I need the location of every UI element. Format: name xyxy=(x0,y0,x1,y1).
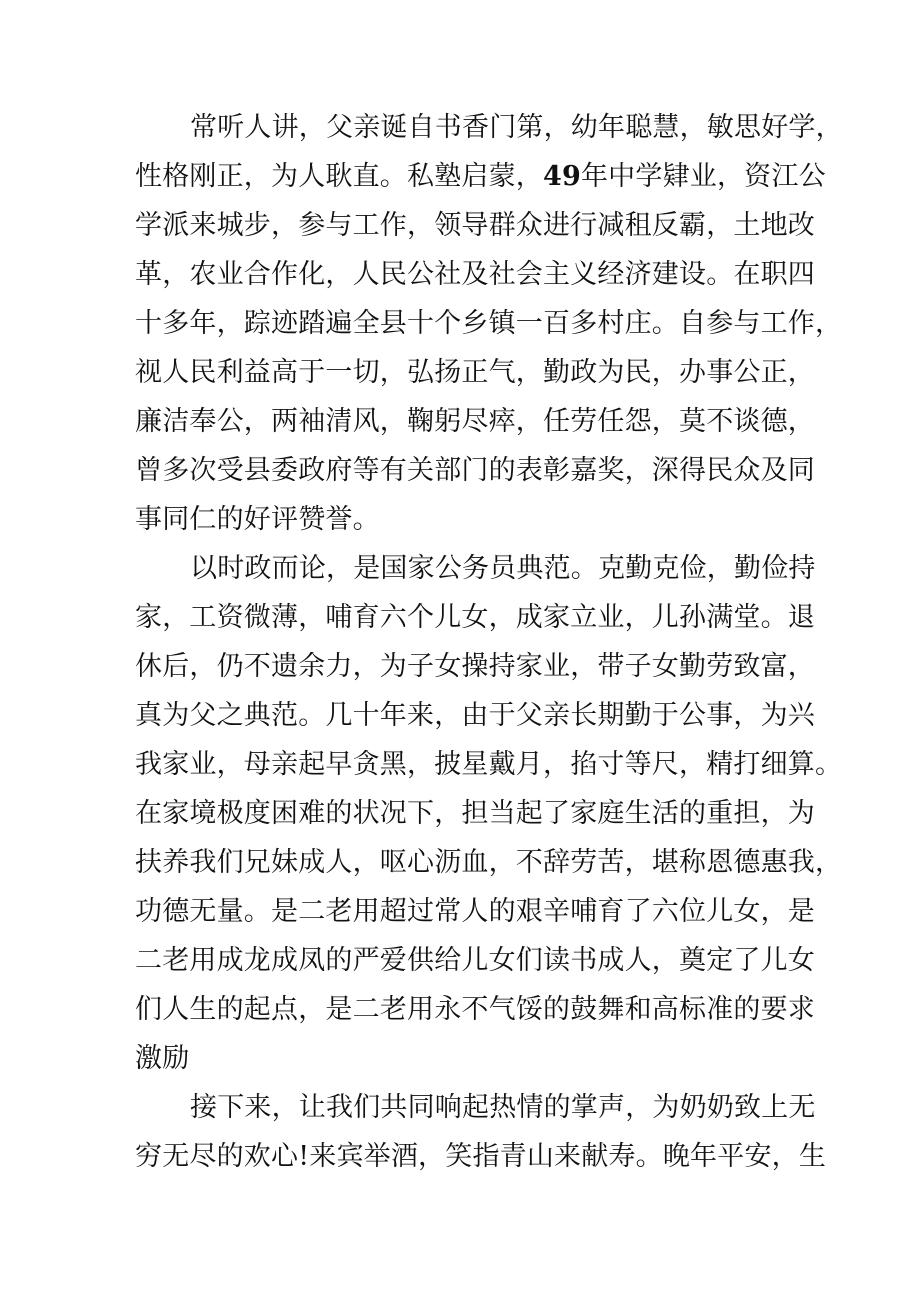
paragraph-1-line-6: 视人民利益高于一切，弘扬正气，勤政为民，办事公正， xyxy=(135,357,815,388)
paragraph-2-line-2: 家，工资微薄，哺育六个儿女，成家立业，儿孙满堂。退 xyxy=(135,602,815,633)
paragraph-1-line-8: 曾多次受县委政府等有关部门的表彰嘉奖，深得民众及同 xyxy=(135,455,815,486)
paragraph-3-line-1: 接下来，让我们共同响起热情的掌声，为奶奶致上无 xyxy=(190,1092,816,1123)
paragraph-2-line-5: 我家业，母亲起早贪黑，披星戴月，掐寸等尺，精打细算。 xyxy=(135,749,843,780)
paragraph-1-line-1: 常听人讲，父亲诞自书香门第，幼年聪慧，敏思好学， xyxy=(190,112,843,143)
paragraph-1-line-5: 十多年，踪迹踏遍全县十个乡镇一百多村庄。自参与工作， xyxy=(135,308,843,339)
paragraph-2-line-4: 真为父之典范。几十年来，由于父亲长期勤于公事，为兴 xyxy=(135,700,815,731)
paragraph-2-line-11: 激励 xyxy=(135,1043,190,1074)
paragraph-2-line-6: 在家境极度困难的状况下，担当起了家庭生活的重担，为 xyxy=(135,798,815,829)
paragraph-2-line-10: 们人生的起点，是二老用永不气馁的鼓舞和高标准的要求 xyxy=(135,994,815,1025)
paragraph-2-line-8: 功德无量。是二老用超过常人的艰辛哺育了六位儿女，是 xyxy=(135,896,815,927)
paragraph-2-line-1: 以时政而论，是国家公务员典范。克勤克俭，勤俭持 xyxy=(190,553,816,584)
paragraph-1-line-3: 学派来城步，参与工作，领导群众进行减租反霸，土地改 xyxy=(135,210,815,241)
paragraph-3-line-2: 穷无尽的欢心!来宾举酒，笑指青山来献寿。晚年平安，生 xyxy=(135,1141,827,1172)
paragraph-1-line-4: 革，农业合作化，人民公社及社会主义经济建设。在职四 xyxy=(135,259,815,290)
paragraph-2-line-9: 二老用成龙成凤的严爱供给儿女们读书成人，奠定了儿女 xyxy=(135,945,815,976)
paragraph-1-line-9: 事同仁的好评赞誉。 xyxy=(135,504,380,535)
paragraph-1-line-7: 廉洁奉公，两袖清风，鞠躬尽瘁，任劳任怨，莫不谈德， xyxy=(135,406,815,437)
paragraph-2-line-7: 扶养我们兄妹成人，呕心沥血，不辞劳苦，堪称恩德惠我， xyxy=(135,847,843,878)
paragraph-2-line-3: 休后，仍不遗余力，为子女操持家业，带子女勤劳致富， xyxy=(135,651,815,682)
paragraph-1-line-2: 性格刚正，为人耿直。私塾启蒙，49年中学肄业，资江公 xyxy=(135,161,826,192)
